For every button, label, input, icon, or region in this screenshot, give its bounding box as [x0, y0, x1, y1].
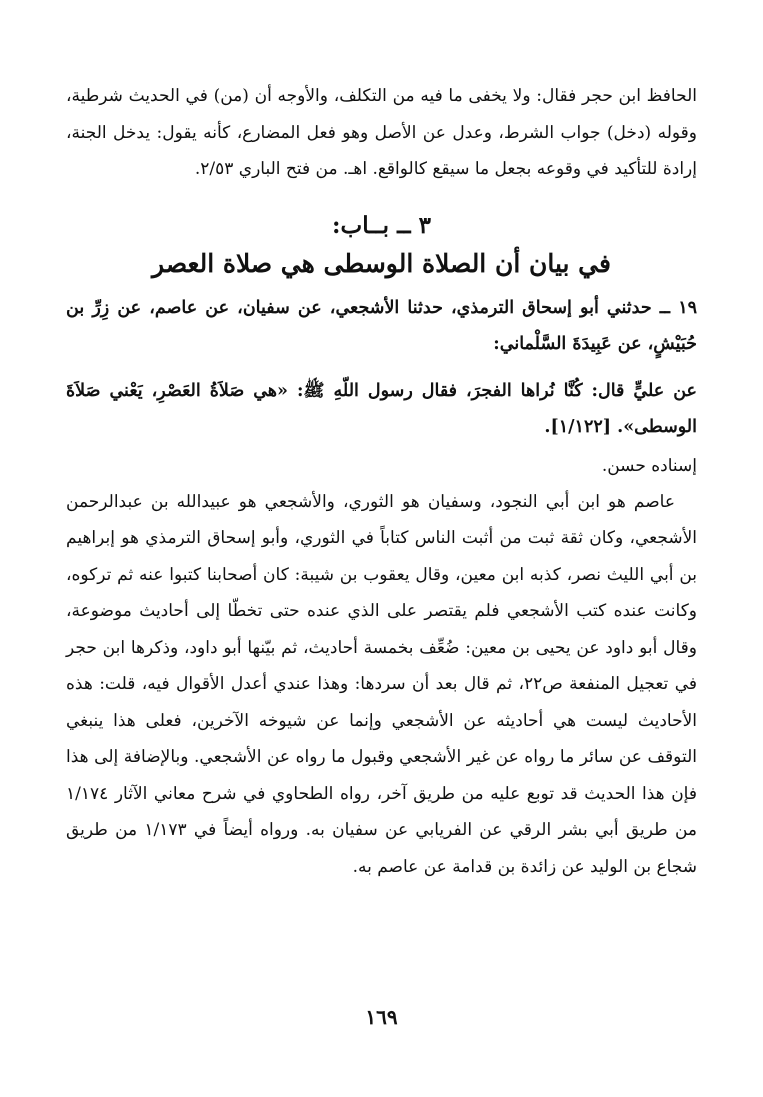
- hadith-isnad: ١٩ ــ حدثني أبو إسحاق الترمذي، حدثنا الأشجعي، عن سفيان، عن عاصم، عن زِرِّ بن حُبَيْشٍ، عن عَبِيدَةَ السَّلْماني:: [66, 297, 697, 354]
- hadith-grade: إسناده حسن.: [601, 455, 697, 476]
- chapter-number: ٣ ــ بــاب:: [332, 211, 431, 239]
- page-number: ١٦٩: [365, 1005, 398, 1029]
- intro-paragraph: الحافظ ابن حجر فقال: ولا يخفى ما فيه من التكلف، والأوجه أن (من) في الحديث شرطية، وقوله (دخل) جواب الشرط، وعدل عن الأصل وهو فعل المضارع، كأنه يقول: يدخل الجنة، إرادة للتأكيد في وقوعه بجعل ما سيقع كالواقع. اهـ. من فتح الباري ٢/٥٣.: [66, 86, 697, 179]
- hadith-matn: عن عليٍّ قال: كُنَّا نُراها الفجرَ، فقال رسول اللّهِ ﷺ: «هي صَلاَةُ العَصْرِ، يَعْني صَلاَةَ الوسطى». [١/١٢٢].: [66, 380, 697, 437]
- chapter-title: في بيان أن الصلاة الوسطى هي صلاة العصر: [152, 248, 611, 278]
- commentary-paragraph: عاصم هو ابن أبي النجود، وسفيان هو الثوري، والأشجعي هو عبيدالله بن عبدالرحمن الأشجعي، وكان ثقة ثبت من أثبت الناس كتاباً في الثوري، وأبو إسحاق الترمذي هو إبراهيم بن أبي الليث نصر، كذبه ابن معين، وقال يعقوب بن شيبة: كان أصحابنا كتبوا عنه ثم تركوه، وكانت عنده كتب الأشجعي فلم يقتصر على الذي عنده حتى تخطّا إلى أحاديث موضوعة، وقال أبو داود عن يحيى بن معين: ضُعِّف بخمسة أحاديث، ثم بيّنها أبو داود، وذكرها ابن حجر في تعجيل المنفعة ص٢٢، ثم قال بعد أن سردها: وهذا عندي أعدل الأقوال فيه، قلت: هذه الأحاديث ليست هي أحاديثه عن الأشجعي وإنما عن شيوخه الآخرين، فعلى هذا ينبغي التوقف عن سائر ما رواه عن غير الأشجعي وقبول ما رواه عن الأشجعي. وبالإضافة إلى هذا فإن هذا الحديث قد توبع عليه من طريق آخر، رواه الطحاوي في شرح معاني الآثار ١/١٧٤ من طريق أبي بشر الرقي عن الفريابي عن سفيان به. ورواه أيضاً في ١/١٧٣ من طريق شجاع بن الوليد عن زائدة بن قدامة عن عاصم به.: [66, 491, 697, 877]
